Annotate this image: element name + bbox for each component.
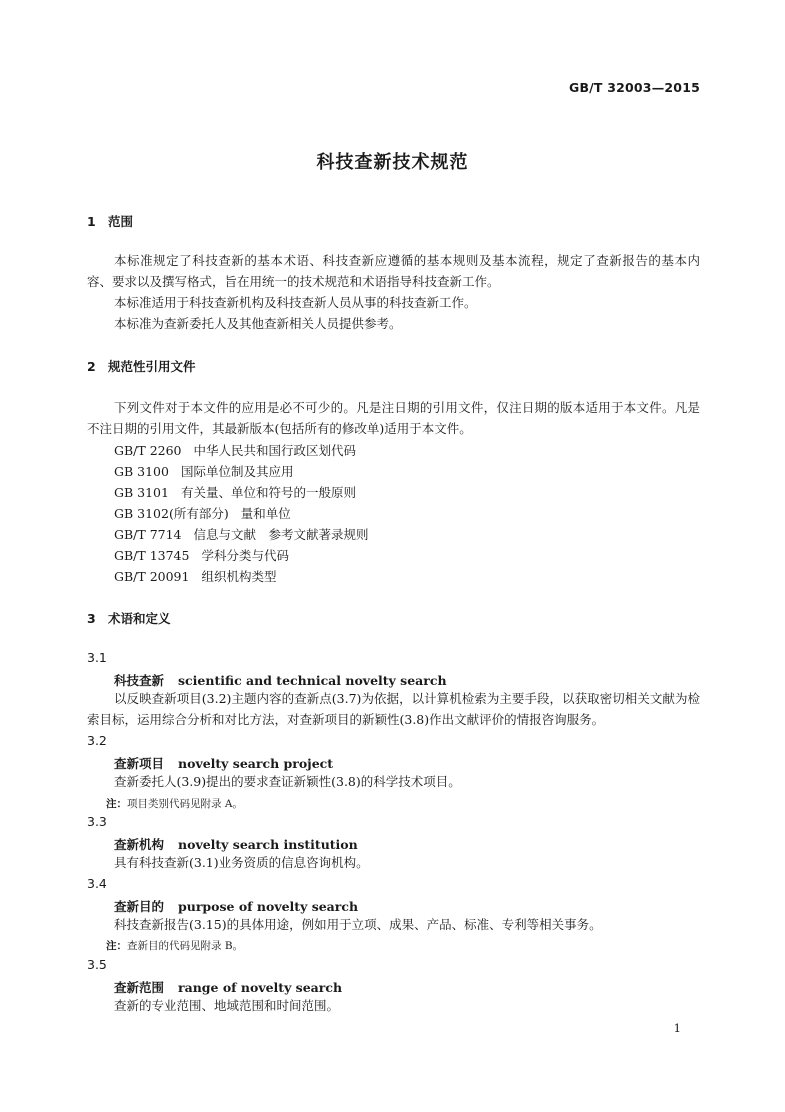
section-title: 规范性引用文件 [108,359,196,374]
term-zh: 查新范围 [114,980,165,995]
term-en: novelty search institution [178,837,358,852]
reference-code: GB 3102(所有部分) [114,506,229,521]
term-zh: 查新机构 [114,837,165,852]
reference-title: 中华人民共和国行政区划代码 [193,443,357,458]
standard-number: GB/T 32003—2015 [568,80,700,95]
term-number: 3.4 [87,876,107,891]
term-definition: 查新的专业范围、地域范围和时间范围。 [114,998,340,1013]
term-en: purpose of novelty search [178,899,359,914]
term-en: scientific and technical novelty search [178,673,447,688]
reference-code: GB/T 2260 [114,443,182,458]
term-number: 3.1 [87,650,107,665]
term-heading [114,835,358,853]
section-1-paragraph-1: 本标准规定了科技查新的基本术语、科技查新应遵循的基本规则及基本流程，规定了查新报告的基本内容、要求以及撰写格式，旨在用统一的技术规范和术语指导科技查新工作。 [87,253,700,289]
term-zh: 查新目的 [114,899,165,914]
section-1-paragraph-2: 本标准适用于科技查新机构及科技查新人员从事的科技查新工作。 [114,295,477,310]
term-zh: 科技查新 [114,673,165,688]
term-note [106,938,243,953]
reference-code: GB/T 7714 [114,527,182,542]
section-number: 1 [87,214,96,229]
reference-code: GB 3100 [114,464,169,479]
term-heading [114,671,447,689]
section-3-heading [87,609,171,627]
term-definition: 具有科技查新(3.1)业务资质的信息咨询机构。 [114,855,369,870]
term-number: 3.2 [87,733,107,748]
note-text: 项目类别代码见附录 A。 [127,798,243,810]
section-title: 术语和定义 [108,611,171,626]
document-title: 科技查新技术规范 [316,152,469,173]
term-definition: 科技查新报告(3.15)的具体用途，例如用于立项、成果、产品、标准、专利等相关事务。 [114,917,602,932]
term-heading [114,978,342,996]
section-2-heading [87,357,196,375]
reference-item [114,483,356,501]
section-1-heading [87,212,133,230]
reference-item [114,462,293,480]
reference-item [114,504,291,522]
reference-title: 有关量、单位和符号的一般原则 [180,485,356,500]
reference-code: GB 3101 [114,485,169,500]
term-note [106,796,243,811]
page-number: 1 [673,1021,681,1035]
section-1-paragraph-3: 本标准为查新委托人及其他查新相关人员提供参考。 [114,316,402,331]
reference-code: GB/T 20091 [114,569,190,584]
term-en: novelty search project [178,756,334,771]
term-heading [114,897,358,915]
term-heading [114,754,333,772]
reference-item [114,567,276,585]
term-number: 3.5 [87,957,107,972]
note-label: 注： [106,940,127,952]
reference-title: 信息与文献 参考文献著录规则 [193,527,369,542]
reference-title: 学科分类与代码 [201,548,289,563]
reference-title: 国际单位制及其应用 [180,464,294,479]
term-definition: 以反映查新项目(3.2)主题内容的查新点(3.7)为依据，以计算机检索为主要手段，以获取密切相关文献为检索目标，运用综合分析和对比方法，对查新项目的新颖性(3.8)作出文献评价的情报咨询服务。 [87,691,700,727]
note-label: 注： [106,798,127,810]
note-text: 查新目的代码见附录 B。 [127,940,244,952]
reference-item [114,441,356,459]
term-en: range of novelty search [178,980,343,995]
reference-title: 组织机构类型 [201,569,277,584]
reference-item [114,546,289,564]
term-number: 3.3 [87,814,107,829]
section-title: 范围 [108,214,134,229]
term-definition: 查新委托人(3.9)提出的要求查证新颖性(3.8)的科学技术项目。 [114,774,461,789]
reference-title: 量和单位 [240,506,291,521]
reference-item [114,525,369,543]
section-number: 2 [87,359,96,374]
section-number: 3 [87,611,96,626]
reference-code: GB/T 13745 [114,548,190,563]
section-2-intro: 下列文件对于本文件的应用是必不可少的。凡是注日期的引用文件，仅注日期的版本适用于本文件。凡是不注日期的引用文件，其最新版本(包括所有的修改单)适用于本文件。 [87,400,700,436]
term-zh: 查新项目 [114,756,165,771]
